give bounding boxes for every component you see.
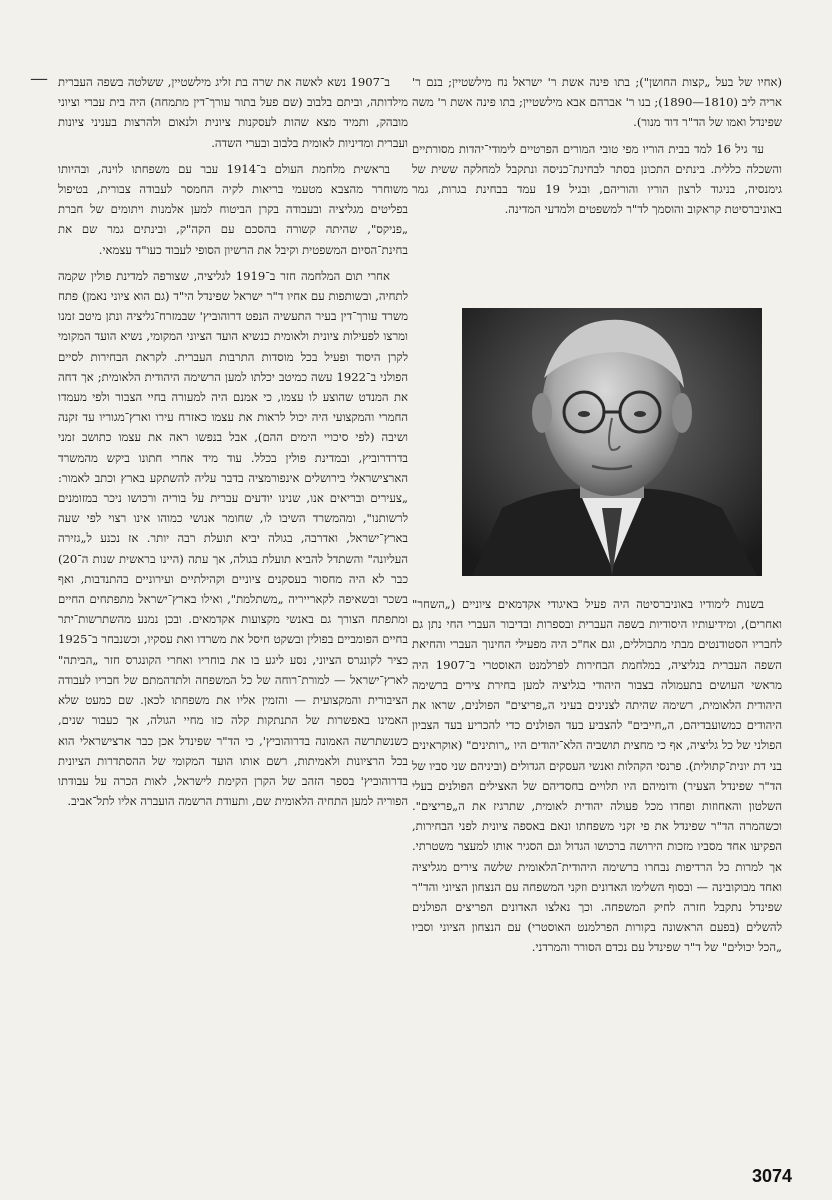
paragraph: ב־1907 נשא לאשה את שרה בת זליג מילשטיין, ששלטה בשפה העברית מילדותה, וביתם בלבוב (שם פעל בתור עורך־דין מתמחה) היה בית עברי וציוני מובהק, ותמיד מצא שהות לעסקנות ציונית ולנאום ולהרצות בעניני ציונות ועברית ומדיניות לאומית בלבוב ובערי השדה. <box>58 75 408 150</box>
paragraph: (אחיו של בעל „קצות החושן"); בתו פינה אשת ר' ישראל נח מילשטיין; בנם ר' אריה ליב (1810—1890); בנו ר' אברהם אבא מילשטיין; בתו פינה אשת ר' משה שפינדל ואמו של הד"ר דוד מנור). <box>412 75 782 130</box>
right-column-lower <box>412 594 782 964</box>
page-number: 3074 <box>752 1166 793 1186</box>
paragraph: בראשית מלחמת העולם ב־1914 עבר עם משפחתו לוינה, ובהיותו משוחרר מהצבא מטעמי בריאות לקיה החמסר לעבודה צבורית, בטיפול בפליטים מגליציה ובעבודה בקרן הביטוח למען אלמנות ויתומים של חברת „פניקס", שהיתה קשורה בהסכם עם הקה"ק, ובינתים גמר שם את בחינת־הסיום המשפטית וקיבל את הרשיון הסופי לעבוד כעו"ד עצמאי. <box>58 161 408 257</box>
left-column <box>58 72 408 817</box>
paragraph: עד גיל 16 למד בבית הוריו מפי טובי המורים הפרטיים לימודי־יהדות מסורתיים והשכלה כללית. בינתים התכונן בסתר לבחינת־כניסה ונתקבל למחלקה ששית של גימנסיה, בניגוד לרצון הוריו והוריהם, ובגיל 19 עמד בבחינת בגרות, גמר באוניברסיטת קראקוב והוסמך לד"ר למשפטים ולמדעי המדינה. <box>412 141 782 217</box>
margin-mark: — <box>30 68 48 89</box>
right-column <box>412 72 782 225</box>
paragraph: אחרי תום המלחמה חזר ב־1919 לגליציה, שצורפה למדינת פולין שקמה לתחיה, ובשותפות עם אחיו ד"ר ישראל שפינדל הי"ד (גם הוא ציוני נאמן) פתח משרד עורך־דין בעיר התעשיה הנפט דרוהוביץ' שבמזרח־גליציה ונתן מיטב זמנו ומרצו לפעילות ציונית ולאומית כנשיא הועד הציוני המקומי, נשיא הועד המקומי לקרן היסוד ופעיל בכל מוסדות התרבות העברית. לקראת הבחירות לסיים הפולני ב־1922 עשה כמיטב יכלתו למען הרשימה היהודית הלאומית; אך דחה את המנדט שהוצע לו עצמו, כי אמנם היה למעורה בחיי הצבור ולפי מעמדו החמרי והמקצועי היה יכול לראות את עצמו כאזרח עירו וארץ־מגוריו עד זקנה ושיבה (לפי סיכויי הימים ההם), אבל בנפשו ראה את עצמו כתושב זמני בדרדרוביץ, ובמדינת פולין בכלל. עוד מיד אחרי חתונו ביקש מהמשרד הארצישראלי בירושלים אינפורמציה בדבר עליה להשתקע בארץ וכתב לאמור: „צעירים ובריאים אנו, שנינו יודעים עברית על בוריה ורכושו ניכר במזומנים לרשותנו", ומהמשרד השיבו לו, שחומר אנושי כמוהו אינו רצוי לפי שעה בארץ־ישראל, ואדרבה, בגולה יביא תועלת רבה יותר. אז נכנע ל„גזירה העליונה" והשתדל להביא תועלת בגולה, אך עתה (היינו בראשית שנות ה־20) כבר לא היה מחסור בעסקנים ציוניים וקהילתיים ועירוניים בהתנדבות, ואף בשכר ובשאיפה לקארייריה „משתלמת", ואילו בארץ־ישראל מתפתחים החיים ומתפתח הצורך גם באנשי מקצועות אקדמאים. ובכן נמנע מהשתרשות־יתר בחיים הפומביים בפולין ובשקט חיסל את משרדו ואת עסקיו, וכשנבחר ב־1925 כציר לקונגרס הציוני, נסע ליגע בו את בוחריו ואחרי הקונגרס חזר „הביתה" לארץ־ישראל — למורת־רוחה של כל המשפחה ולתדהמתם של חבריו לעבודה הציבורית והמקצועית — והזמין אליו את משפחתו לכאן. שם כמעט שלא האמינו באפשרות של התנתקות קלה כזו מחיי הגולה, אך כעבור שנים, כשנשתרשה האמונה בדרוהוביץ', כי הד"ר שפינדל אכן כבר ארצישראלי הוא בכל הרציונות ולאמיתות, רשם אותו הועד המקומי של ההסתדרות הציונית בדרוהוביץ' בספר הזהב של הקרן הקימת לישראל, לאות הכרה על עבודתו הפוריה למען התחיה הלאומית שם, ותעודת הרשמה הועברה אליו לתל־אביב. <box>58 268 408 809</box>
paragraph: בשנות לימודיו באוניברסיטה היה פעיל באיגודי אקדמאים ציוניים („השחר" ואחרים), ומידיעותיו היסודיות בשפה העברית ובספרות ובדיבור העברי החי נתן גם לחבריו הסטודנטים מבתי מתבוללים, וגם אח"כ היה מפעילי החינוך העברי והחיאת השפה העברית בגליציה, במלחמת הבחירות לפרלמנט האוסטרי ב־1907 היה מראשי העושים בתעמולה בצבור היהודי בגליציה למען בחירת צירים ברשימה היהודית הלאומית, רשימה שהיתה לצנינים בעיני ה„פריצים" הפולנים, שראו את היהודים כמשועבדיהם, ה„חייבים" להצביע בעד הפולנים כדי להכריע בעד הצביון הפולני של כל גליציה, אף כי מחצית תושביה הלא־יהודים היו „רותינים" (אוקראינים בני דת יונית־קתולית). פרנסי הקהלות ואנשי העסקים הגדולים (וביניהם שני סביו של הד"ר שפינדל הצעיר) ודומיהם היו תלויים בחסדיהם של האצילים הפולנים בעלי השלטון והאחוזות ופחדו מכל פעולה יהודית לאומית, שתרגיז את ה„פריצים". וכשהמרה הד"ר שפינדל את פי זקני משפחתו ונאם באספה ציונית לפני הבחירות, הפקיעו אחד מסביו מזכות הירושה ברכושו הגדול וגם הסגיר אותו למעצר משטרתי. אך למרות כל הרדיפות נבחרו ברשימה היהודית־הלאומית שלשה צירים מגליציה ואחד מבוקובינה — ובסוף השלימו האדונים וזקני המשפחה עם הנצחון הציוני והד"ר שפינדל נתקבל חזרה לחיק המשפחה. וכך נאלצו האדונים הפריצים הפולנים להשלים (בפעם הראשונה בקורות הפרלמנט האוסטרי) עם הנצחון הציוני וסביו „הכל יכולים" של ד"ר שפינדל עם נכדם הסורר והמרדני. <box>412 597 782 955</box>
portrait-photo-icon <box>462 308 762 576</box>
